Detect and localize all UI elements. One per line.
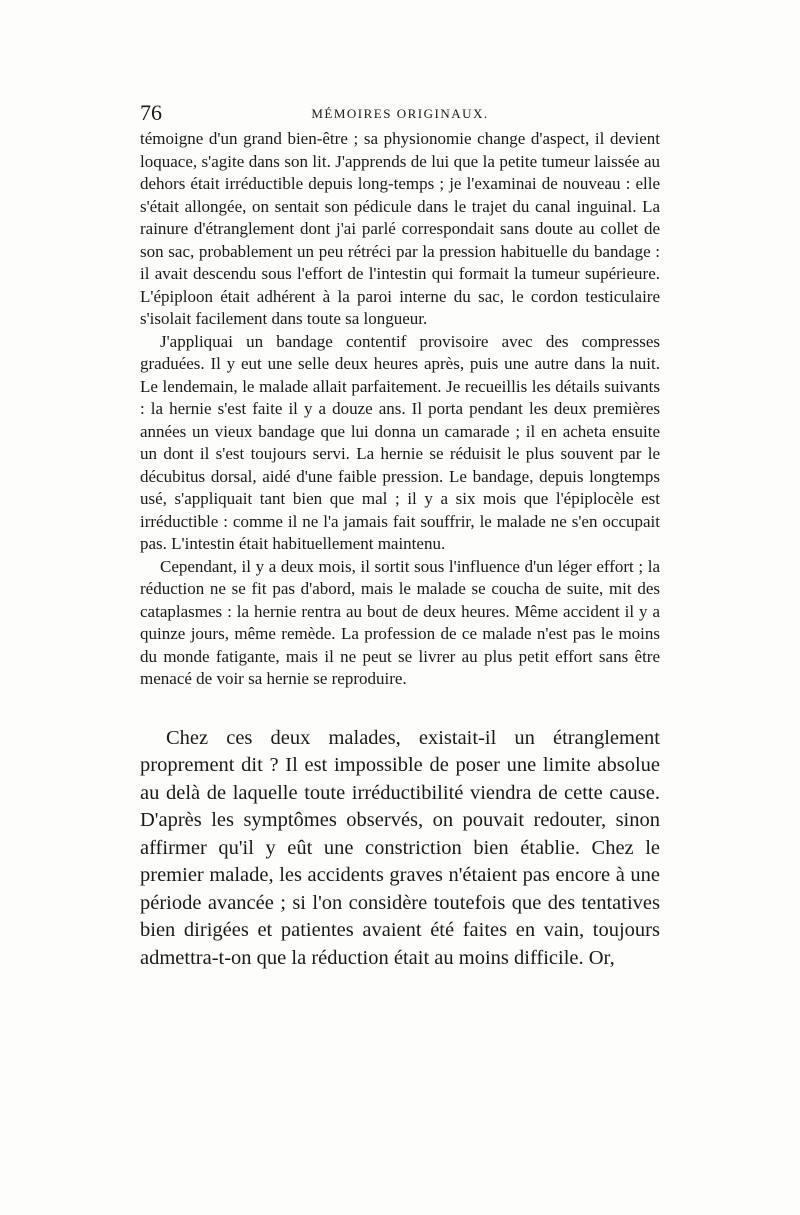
body-text xyxy=(140,128,660,972)
page-number: 76 xyxy=(140,100,162,125)
paragraph: témoigne d'un grand bien-être ; sa physionomie change d'aspect, il devient loquace, s'agite dans son lit. J'apprends de lui que la petite tumeur laissée au dehors était irréductible depuis long-temps ; je l'examinai de nouveau : elle s'était allongée, on sentait son pédicule dans le trajet du canal inguinal. La rainure d'étranglement dont j'ai parlé correspondait sans doute au collet de son sac, probablement un peu rétréci par la pression habituelle du bandage : il avait descendu sous l'effort de l'intestin qui formait la tumeur supérieure. L'épiploon était adhérent à la paroi interne du sac, le cordon testiculaire s'isolait facilement dans toute sa longueur. xyxy=(140,129,660,328)
paragraph: J'appliquai un bandage contentif provisoire avec des compresses graduées. Il y eut une selle deux heures après, puis une autre dans la nuit. Le lendemain, le malade allait parfaitement. Je recueillis les détails suivants : la hernie s'est faite il y a douze ans. Il porta pendant les deux premières années un vieux bandage que lui donna un camarade ; il en acheta ensuite un dont il s'est toujours servi. La hernie se réduisit le plus souvent par le décubitus dorsal, aidé d'une faible pression. Le bandage, depuis longtemps usé, s'appliquait tant bien que mal ; il y a six mois que l'épiplocèle est irréductible : comme il ne l'a jamais fait souffrir, le malade ne s'en occupait pas. L'intestin était habituellement maintenu. xyxy=(140,331,660,553)
running-head xyxy=(140,98,660,128)
paragraph-large-type: Chez ces deux malades, existait-il un étranglement proprement dit ? Il est impossible de poser une limite absolue au delà de laquelle toute irréductibilité viendra de cette cause. D'après les symptômes observés, on pouvait redouter, sinon affirmer qu'il y eût une constriction bien établie. Chez le premier malade, les accidents graves n'étaient pas encore à une période avancée ; si l'on considère toutefois que des tentatives bien dirigées et patientes avaient été faites en vain, toujours admettra-t-on que la réduction était au moins difficile. Or, xyxy=(140,726,660,969)
running-title: MÉMOIRES ORIGINAUX. xyxy=(311,106,489,121)
paragraph: Cependant, il y a deux mois, il sortit sous l'influence d'un léger effort ; la réduction ne se fit pas d'abord, mais le malade se coucha de suite, mit des cataplasmes : la hernie rentra au bout de deux heures. Même accident il y a quinze jours, même remède. La profession de ce malade n'est pas le moins du monde fatigante, mais il ne peut se livrer au plus petit effort sans être menacé de voir sa hernie se reproduire. xyxy=(140,556,660,688)
